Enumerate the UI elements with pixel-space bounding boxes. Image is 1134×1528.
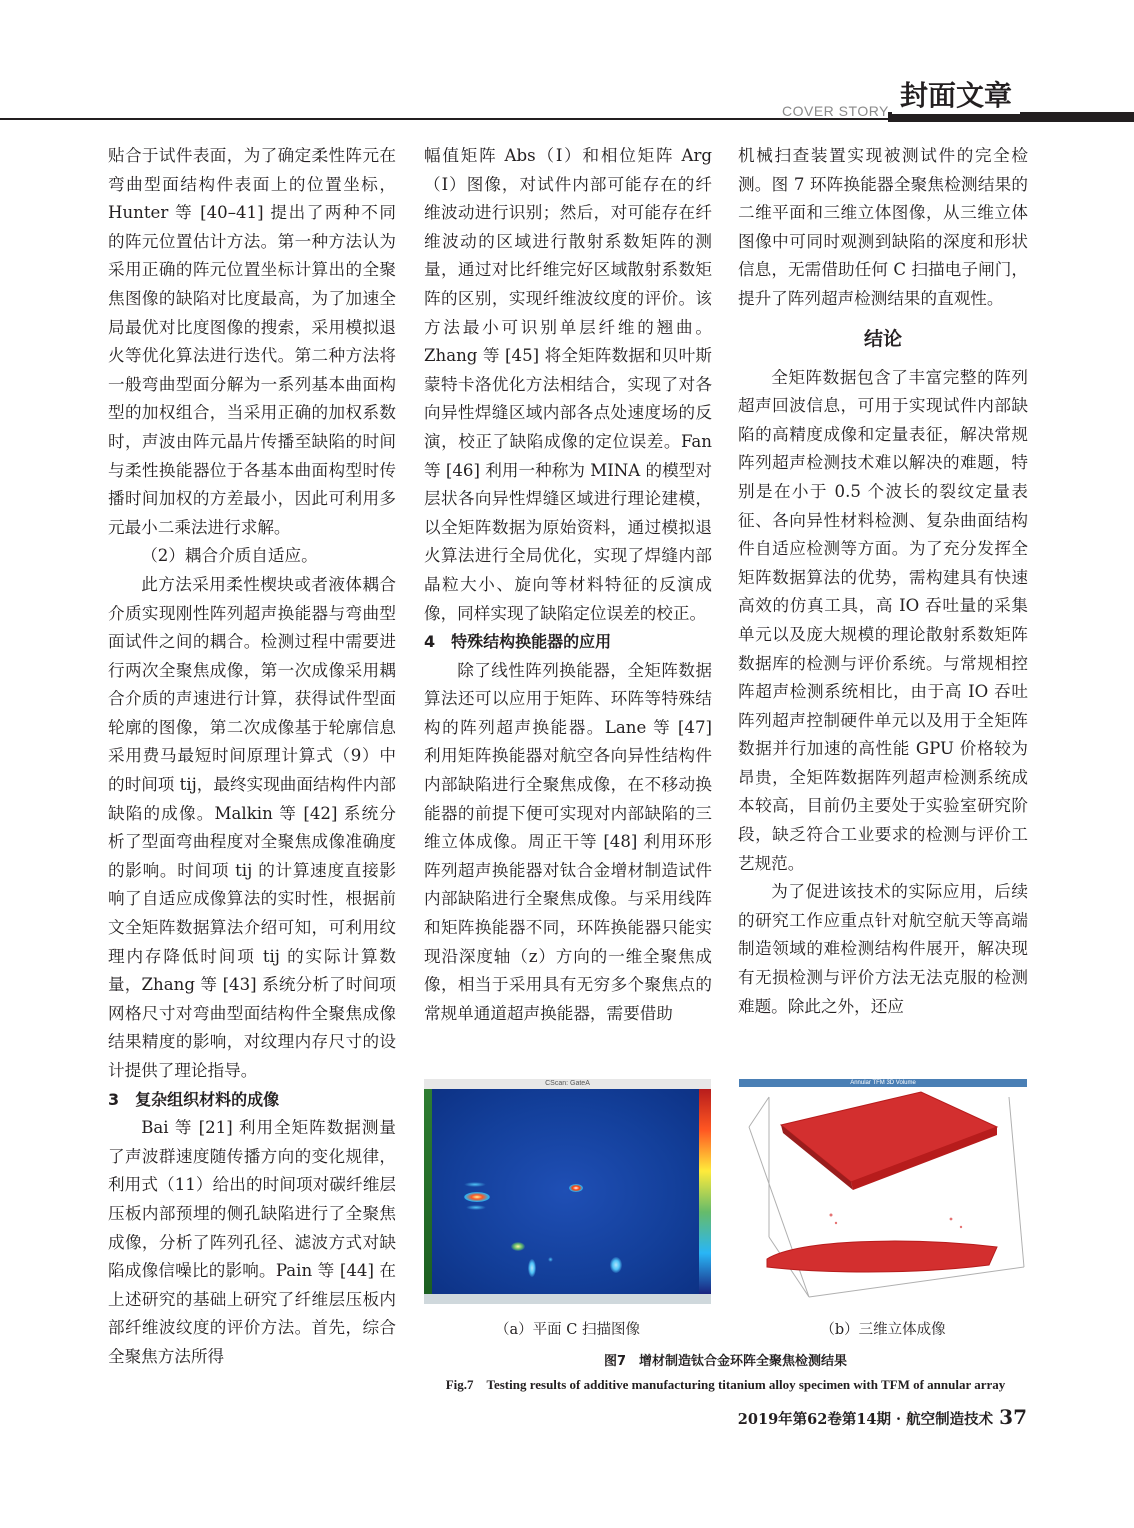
defect-spot xyxy=(464,1182,486,1187)
volume-render xyxy=(739,1087,1027,1304)
figure-7b-3d-volume-image xyxy=(739,1079,1027,1304)
bottom-volume-layer xyxy=(767,1241,997,1272)
page-number: 37 xyxy=(999,1405,1027,1429)
defect-spot xyxy=(464,1192,490,1202)
section-heading: 4 特殊结构换能器的应用 xyxy=(424,632,612,652)
paragraph: 贴合于试件表面，为了确定柔性阵元在弯曲型面结构件表面上的位置坐标，Hunter 等 [40–41] 提出了两种不同的阵元位置估计方法。第一种方法认为采用正确的阵元位置坐标计算出的全聚焦图像的缺陷对比度最高，为了加速全局最优对比度图像的搜索，采用模拟退火等优化算法进行迭代。第二种方法将一般弯曲型面分解为一系列基本曲面构型的加权组合，当采用正确的加权系数时，声波由阵元晶片传播至缺陷的时间与柔性换能器位于各基本曲面构型时传播时间加权的方差最小，因此可利用多元最小二乘法进行求解。 xyxy=(108,146,396,537)
cscan-colorbar xyxy=(699,1089,711,1294)
figure-7a-cscan-image xyxy=(424,1079,711,1304)
figure-title-en: Fig.7 Testing results of additive manufacturing titanium alloy specimen with TFM of annular array xyxy=(445,1377,1006,1392)
journal-issue: 2019年第62卷第14期 · 航空制造技术 xyxy=(737,1411,994,1428)
paragraph: 除了线性阵列换能器，全矩阵数据算法还可以应用于矩阵、环阵等特殊结构的阵列超声换能器。Lane 等 [47] 利用矩阵换能器对航空各向异性结构件内部缺陷进行全聚焦成像，在不移动换能器的前提下便可实现对内部缺陷的三维立体成像。周正干等 [48] 利用环形阵列超声换能器对钛合金增材制造试件内部缺陷进行全聚焦成像。与采用线阵和矩阵换能器不同，环阵换能器只能实现沿深度轴（z）方向的一维全聚焦成像，相当于采用具有无穷多个聚焦点的常规单通道超声换能器，需要借助 xyxy=(424,660,712,1023)
paragraph: 全矩阵数据包含了丰富完整的阵列超声回波信息，可用于实现试件内部缺陷的高精度成像和定量表征，解决常规阵列超声检测技术难以解决的难题，特别是在小于 0.5 个波长的裂纹定量表征、各向异性材料检测、复杂曲面结构件自适应检测等方面。为了充分发挥全矩阵数据算法的优势，需构建具有快速高效的仿真工具，高 IO 吞吐量的采集单元以及庞大规模的理论散射系数矩阵数据库的检测与评价系统。与常规相控阵超声检测系统相比，由于高 IO 吞吐阵列超声控制硬件单元以及用于全矩阵数据并行加速的高性能 GPU 价格较为昂贵，全矩阵数据阵列超声检测系统成本较高，目前仍主要处于实验室研究阶段，缺乏符合工业要求的检测与评价工艺规范。 xyxy=(738,367,1028,873)
scatter-speck xyxy=(950,1218,953,1221)
defect-spot xyxy=(610,1257,622,1273)
volume-title-bar: Annular TFM 3D Volume xyxy=(739,1079,1027,1087)
paragraph: （2）耦合介质自适应。 xyxy=(141,546,318,566)
scatter-speck xyxy=(830,1214,833,1217)
cscan-title-bar: CScan: GateA xyxy=(424,1079,711,1089)
scatter-speck xyxy=(960,1226,962,1228)
scatter-speck xyxy=(835,1222,837,1224)
paragraph: 此方法采用柔性楔块或者液体耦合介质实现刚性阵列超声换能器与弯曲型面试件之间的耦合。检测过程中需要进行两次全聚焦成像，第一次成像采用耦合介质的声速进行计算，获得试件型面轮廓的图像，第二次成像基于轮廓信息采用费马最短时间原理计算式（9）中的时间项 tij，最终实现曲面结构件内部缺陷的成像。Malkin 等 [42] 系统分析了型面弯曲程度对全聚焦成像准确度的影响。时间项 tij 的计算速度直接影响了自适应成像算法的实时性，根据前文全矩阵数据算法介绍可知，可利用纹理内存降低时间项 tij 的实际计算数量，Zhang 等 [43] 系统分析了时间项网格尺寸对弯曲型面结构件全聚焦成像结果精度的影响，对纹理内存尺寸的设计提供了理论指导。 xyxy=(108,574,396,1080)
defect-spot xyxy=(466,1205,486,1210)
cscan-plot-area xyxy=(432,1089,699,1294)
column-3 xyxy=(738,142,1028,1021)
figure-title-cn: 图7 增材制造钛合金环阵全聚焦检测结果 xyxy=(603,1354,848,1369)
column-2 xyxy=(424,142,712,1028)
page-footer xyxy=(717,1405,1027,1429)
header-section-en: COVER STORY xyxy=(782,103,889,119)
section-heading: 3 复杂组织材料的成像 xyxy=(108,1089,280,1109)
paragraph: 机械扫查装置实现被测试件的完全检测。图 7 环阵换能器全聚焦检测结果的二维平面和三维立体图像，从三维立体图像中可同时观测到缺陷的深度和形状信息，无需借助任何 C 扫描电子闸门，提升了阵列超声检测结果的直观性。 xyxy=(738,146,1028,308)
paragraph: 为了促进该技术的实际应用，后续的研究工作应重点针对航空航天等高端制造领域的难检测结构件展开，解决现有无损检测与评价方法无法克服的检测难题。除此之外，还应 xyxy=(738,882,1028,1016)
paragraph: 幅值矩阵 Abs（I）和相位矩阵 Arg（I）图像，对试件内部可能存在的纤维波动进行识别；然后，对可能存在纤维波动的区域进行散射系数矩阵的测量，通过对比纤维完好区域散射系数矩阵的区别，实现纤维波纹度的评价。该方法最小可识别单层纤维的翘曲。Zhang 等 [45] 将全矩阵数据和贝叶斯蒙特卡洛优化方法相结合，实现了对各向异性焊缝区域内部各点处速度场的反演，校正了缺陷成像的定位误差。Fan 等 [46] 利用一种称为 MINA 的模型对层状各向异性焊缝区域进行理论建模，以全矩阵数据为原始资料，通过模拟退火算法进行全局优化，实现了焊缝内部晶粒大小、旋向等材料特征的反演成像，同样实现了缺陷定位误差的校正。 xyxy=(424,146,712,623)
defect-spot xyxy=(569,1184,583,1192)
column-1 xyxy=(108,142,396,1372)
defect-spot xyxy=(511,1242,525,1251)
defect-spot xyxy=(528,1259,536,1277)
cscan-bottom-axis xyxy=(424,1294,711,1304)
defect-spot xyxy=(548,1257,553,1262)
figure-caption-b: （b）三维立体成像 xyxy=(820,1322,946,1338)
header-section-cn: 封面文章 xyxy=(892,74,1020,114)
conclusion-heading: 结论 xyxy=(863,327,902,350)
figure-caption-a: （a）平面 C 扫描图像 xyxy=(495,1322,640,1338)
paragraph: Bai 等 [21] 利用全矩阵数据测量了声波群速度随传播方向的变化规律，利用式（11）给出的时间项对碳纤维层压板内部预埋的侧孔缺陷进行了全聚焦成像，分析了阵列孔径、滤波方式对缺陷成像信噪比的影响。Pain 等 [44] 在上述研究的基础上研究了纤维层压板内部纤维波纹度的评价方法。首先，综合全聚焦方法所得 xyxy=(108,1118,396,1366)
cscan-left-axis xyxy=(424,1089,432,1304)
